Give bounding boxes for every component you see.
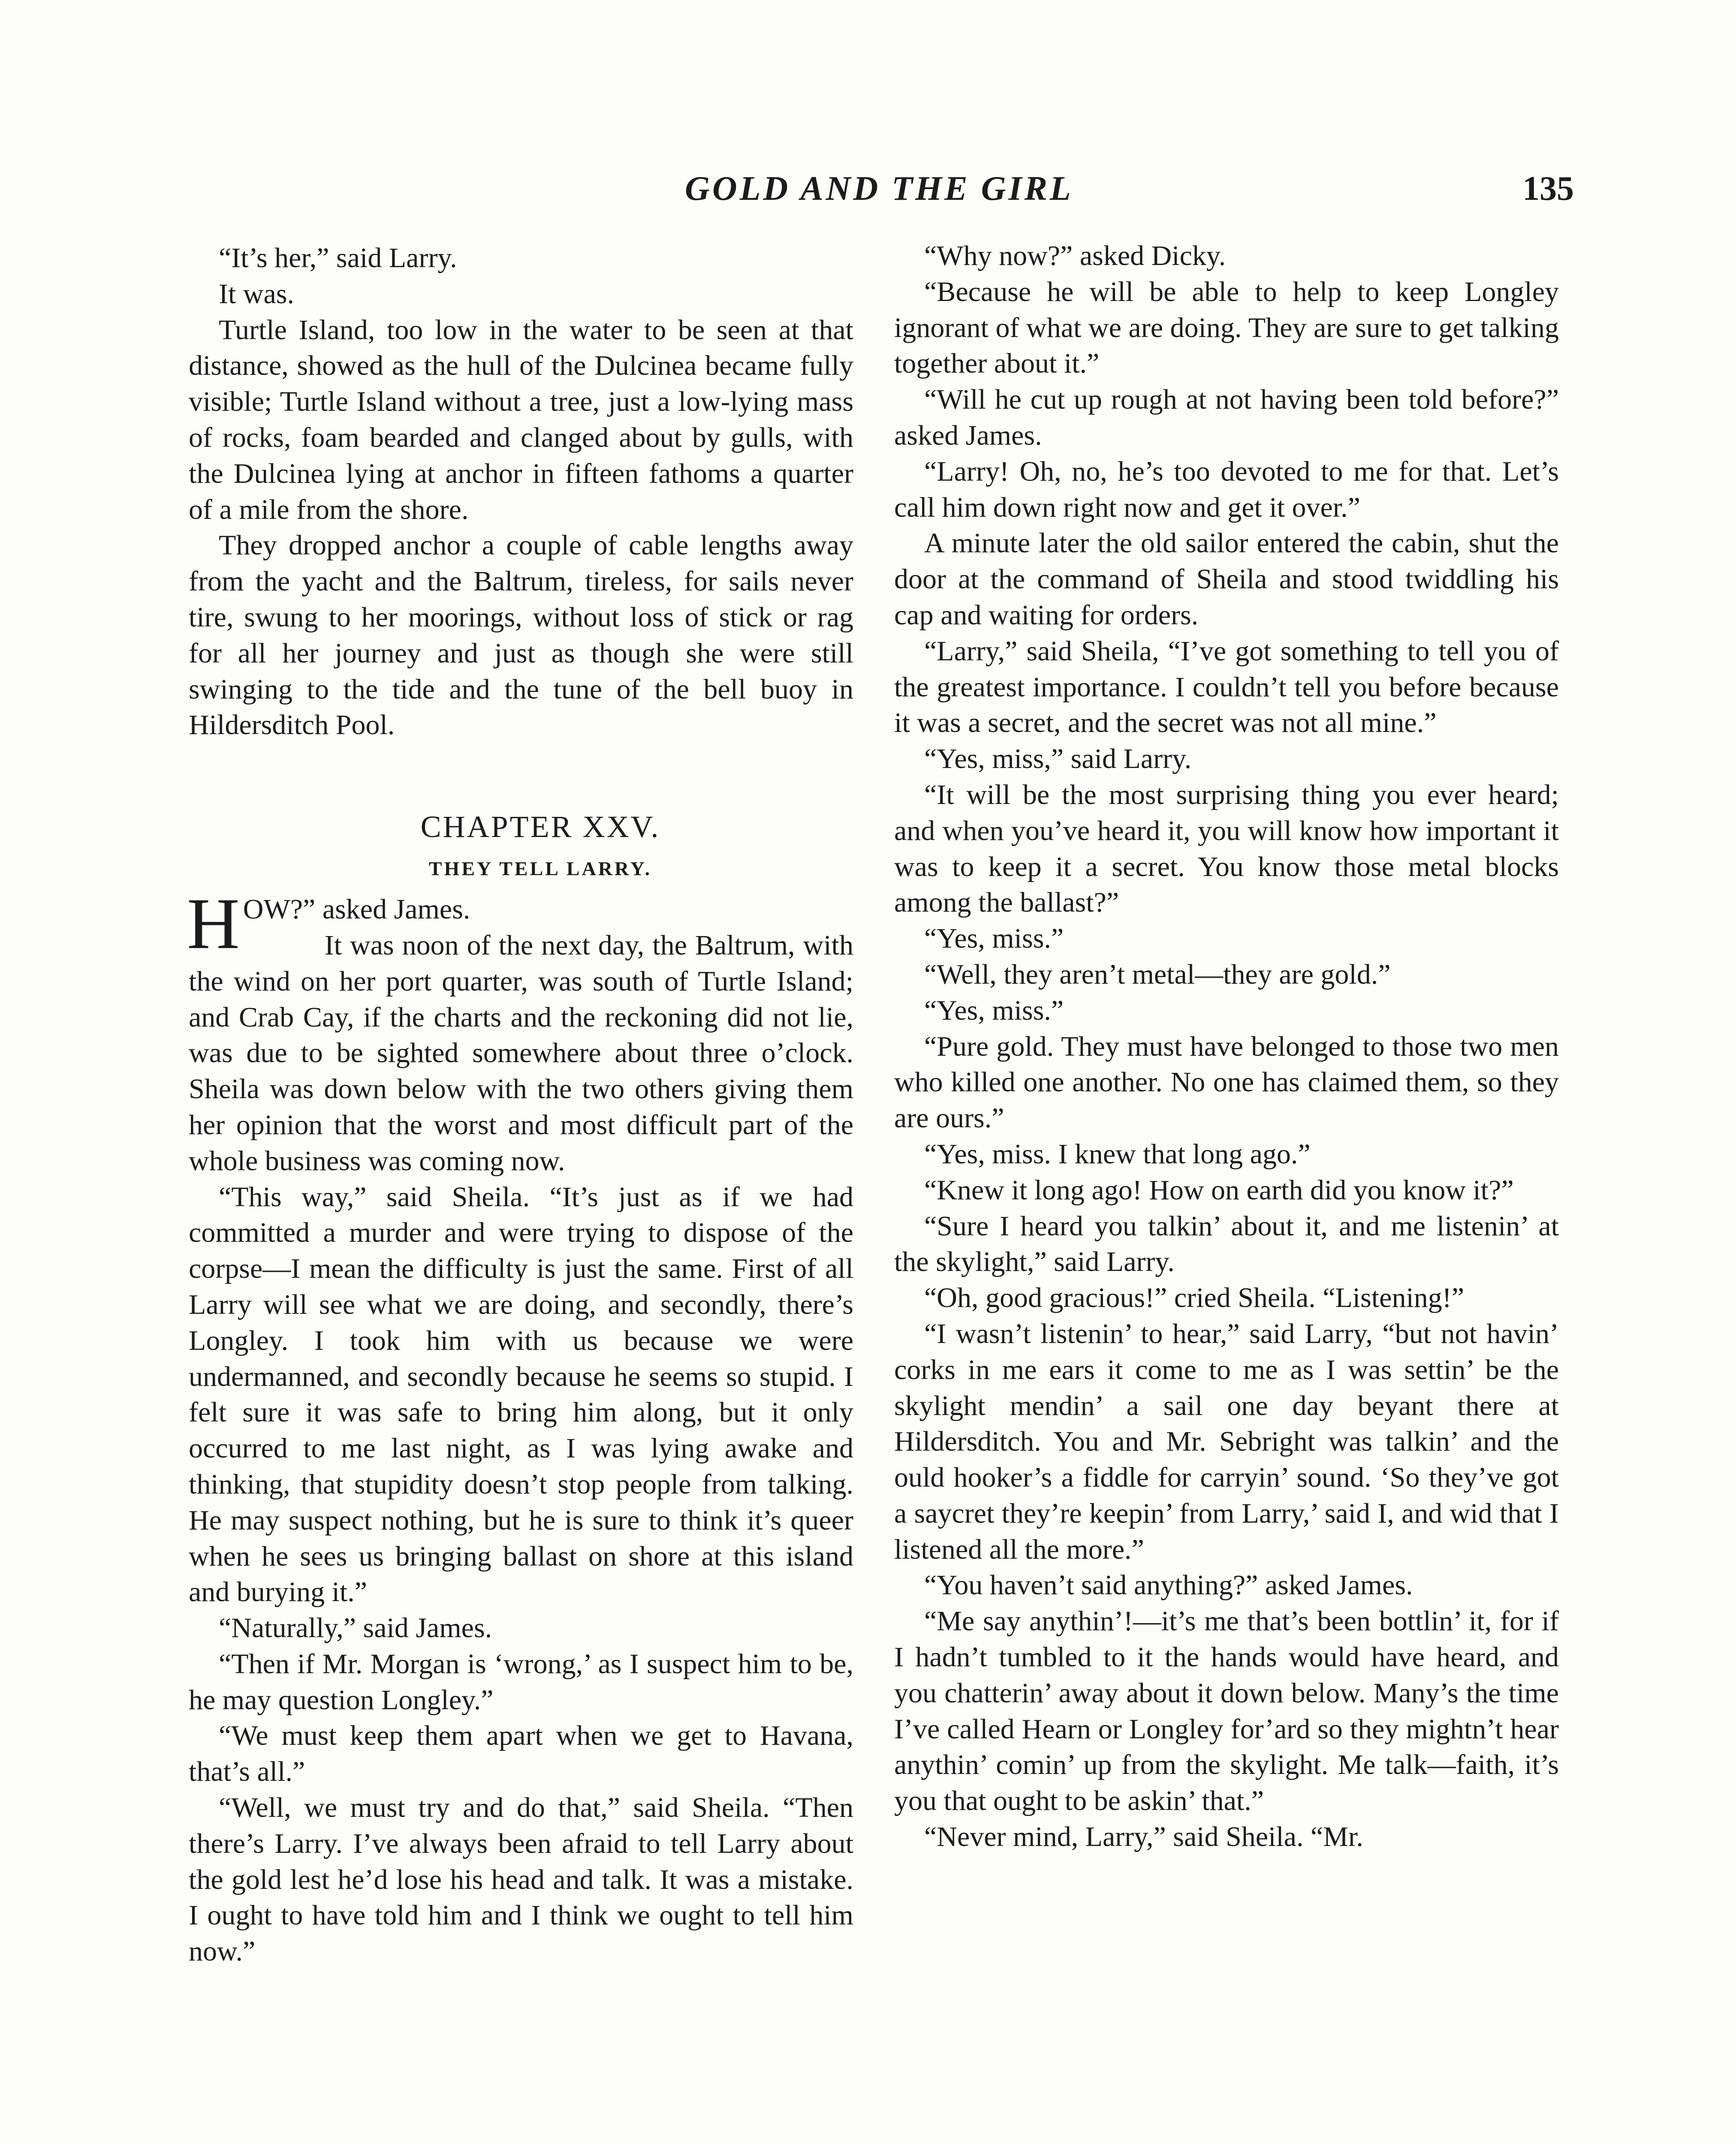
- paragraph: “Naturally,” said James.: [219, 1612, 492, 1644]
- chapter-title: CHAPTER XXV.: [420, 810, 660, 844]
- paragraph: “Pure gold. They must have belonged to those two men who killed one another. No one has claimed them, so they are ours.”: [894, 1030, 1559, 1134]
- paragraph: A minute later the old sailor entered the cabin, shut the door at the command of Sheila and stood twiddling his cap and waiting for orders.: [894, 527, 1559, 631]
- page-number: 135: [1522, 170, 1574, 208]
- left-column: [189, 240, 853, 1969]
- right-column: [894, 238, 1559, 1855]
- opening-line: OW?” asked James.: [243, 894, 470, 925]
- paragraph: “Me say anythin’!—it’s me that’s been bottlin’ it, for if I hadn’t tumbled to it the hands would have heard, and you chatterin’ away about it down below. Many’s the time I’ve called Hearn or Longley for’ard so they mightn’t hear anythin’ comin’ up from the skylight. Me talk—faith, it’s you that ought to be askin’ that.”: [894, 1605, 1559, 1817]
- paragraph: “Oh, good gracious!” cried Sheila. “Listening!”: [924, 1282, 1465, 1314]
- running-title: GOLD AND THE GIRL: [685, 170, 1073, 208]
- paragraph: “Larry! Oh, no, he’s too devoted to me for that. Let’s call him down right now and get it over.”: [894, 455, 1559, 523]
- paragraph: “Because he will be able to help to keep Longley ignorant of what we are doing. They are sure to get talking together about it.”: [894, 276, 1559, 379]
- paragraph: “Why now?” asked Dicky.: [924, 240, 1226, 271]
- paragraph: “Yes, miss.”: [924, 994, 1064, 1026]
- chapter-opening-paragraph: [187, 883, 853, 964]
- chapter-subtitle: THEY TELL LARRY.: [428, 858, 652, 880]
- paragraph: “Well, we must try and do that,” said Sheila. “Then there’s Larry. I’ve always been afraid to tell Larry about the gold lest he’d lose his head and talk. It was a mistake. I ought to have told him and I think we ought to tell him now.”: [189, 1792, 853, 1967]
- paragraph: “Will he cut up rough at not having been told before?” asked James.: [894, 384, 1559, 451]
- paragraph: “We must keep them apart when we get to Havana, that’s all.”: [189, 1720, 853, 1788]
- paragraph: “It will be the most surprising thing you ever heard; and when you’ve heard it, you will know how important it was to keep it a secret. You know those metal blocks among the ballast?”: [894, 779, 1559, 918]
- paragraph: “Sure I heard you talkin’ about it, and me listenin’ at the skylight,” said Larry.: [894, 1210, 1559, 1278]
- paragraph: “Then if Mr. Morgan is ‘wrong,’ as I suspect him to be, he may question Longley.”: [189, 1648, 853, 1716]
- paragraph: “Yes, miss.”: [924, 923, 1064, 955]
- paragraph: “You haven’t said anything?” asked James.: [924, 1569, 1413, 1601]
- paragraph: “Knew it long ago! How on earth did you know it?”: [924, 1174, 1514, 1206]
- paragraph: “It’s her,” said Larry.: [219, 242, 457, 274]
- paragraph: “Never mind, Larry,” said Sheila. “Mr.: [924, 1821, 1363, 1853]
- paragraph: “Well, they aren’t metal—they are gold.”: [924, 958, 1391, 990]
- paragraph: “I wasn’t listenin’ to hear,” said Larry, “but not havin’ corks in me ears it come to me as I was settin’ be the skylight mendin’ a sail one day beyant there at Hildersditch. You and Mr. Sebright was talkin’ and the ould hooker’s a fiddle for carryin’ sound. ‘So they’ve got a saycret they’re keepin’ from Larry,’ said I, and wid that I listened all the more.”: [894, 1318, 1559, 1565]
- paragraph: It was.: [219, 278, 294, 310]
- paragraph: They dropped anchor a couple of cable lengths away from the yacht and the Baltrum, tireless, for sails never tire, swung to her moorings, without loss of stick or rag for all her journey and just as though she were still swinging to the tide and the tune of the bell buoy in Hildersditch Pool.: [189, 530, 853, 741]
- paragraph: “Yes, miss,” said Larry.: [924, 743, 1192, 775]
- paragraph: Turtle Island, too low in the water to be seen at that distance, showed as the hull of the Dulcinea became fully visible; Turtle Island without a tree, just a low-lying mass of rocks, foam bearded and clanged about by gulls, with the Dulcinea lying at anchor in fifteen fathoms a quarter of a mile from the shore.: [189, 314, 853, 525]
- paragraph: It was noon of the next day, the Baltrum, with the wind on her port quarter, was south of Turtle Island; and Crab Cay, if the charts and the reckoning did not lie, was due to be sighted somewhere about three o’clock. Sheila was down below with the two others giving them her opinion that the worst and most difficult part of the whole business was coming now.: [189, 929, 853, 1177]
- paragraph: “This way,” said Sheila. “It’s just as if we had committed a murder and were trying to dispose of the corpse—I mean the difficulty is just the same. First of all Larry will see what we are doing, and secondly, there’s Longley. I took him with us because we were undermanned, and secondly because he seems so stupid. I felt sure it was safe to bring him along, but it only occurred to me last night, as I was lying awake and thinking, that stupidity doesn’t stop people from talking. He may suspect nothing, but he is sure to think it’s queer when he sees us bringing ballast on shore at this island and burying it.”: [189, 1181, 853, 1608]
- paragraph: “Yes, miss. I knew that long ago.”: [924, 1138, 1311, 1170]
- drop-cap: H: [187, 883, 240, 964]
- running-header: [184, 165, 1574, 212]
- paragraph: “Larry,” said Sheila, “I’ve got something to tell you of the greatest importance. I couldn’t tell you before because it was a secret, and the secret was not all mine.”: [894, 635, 1559, 739]
